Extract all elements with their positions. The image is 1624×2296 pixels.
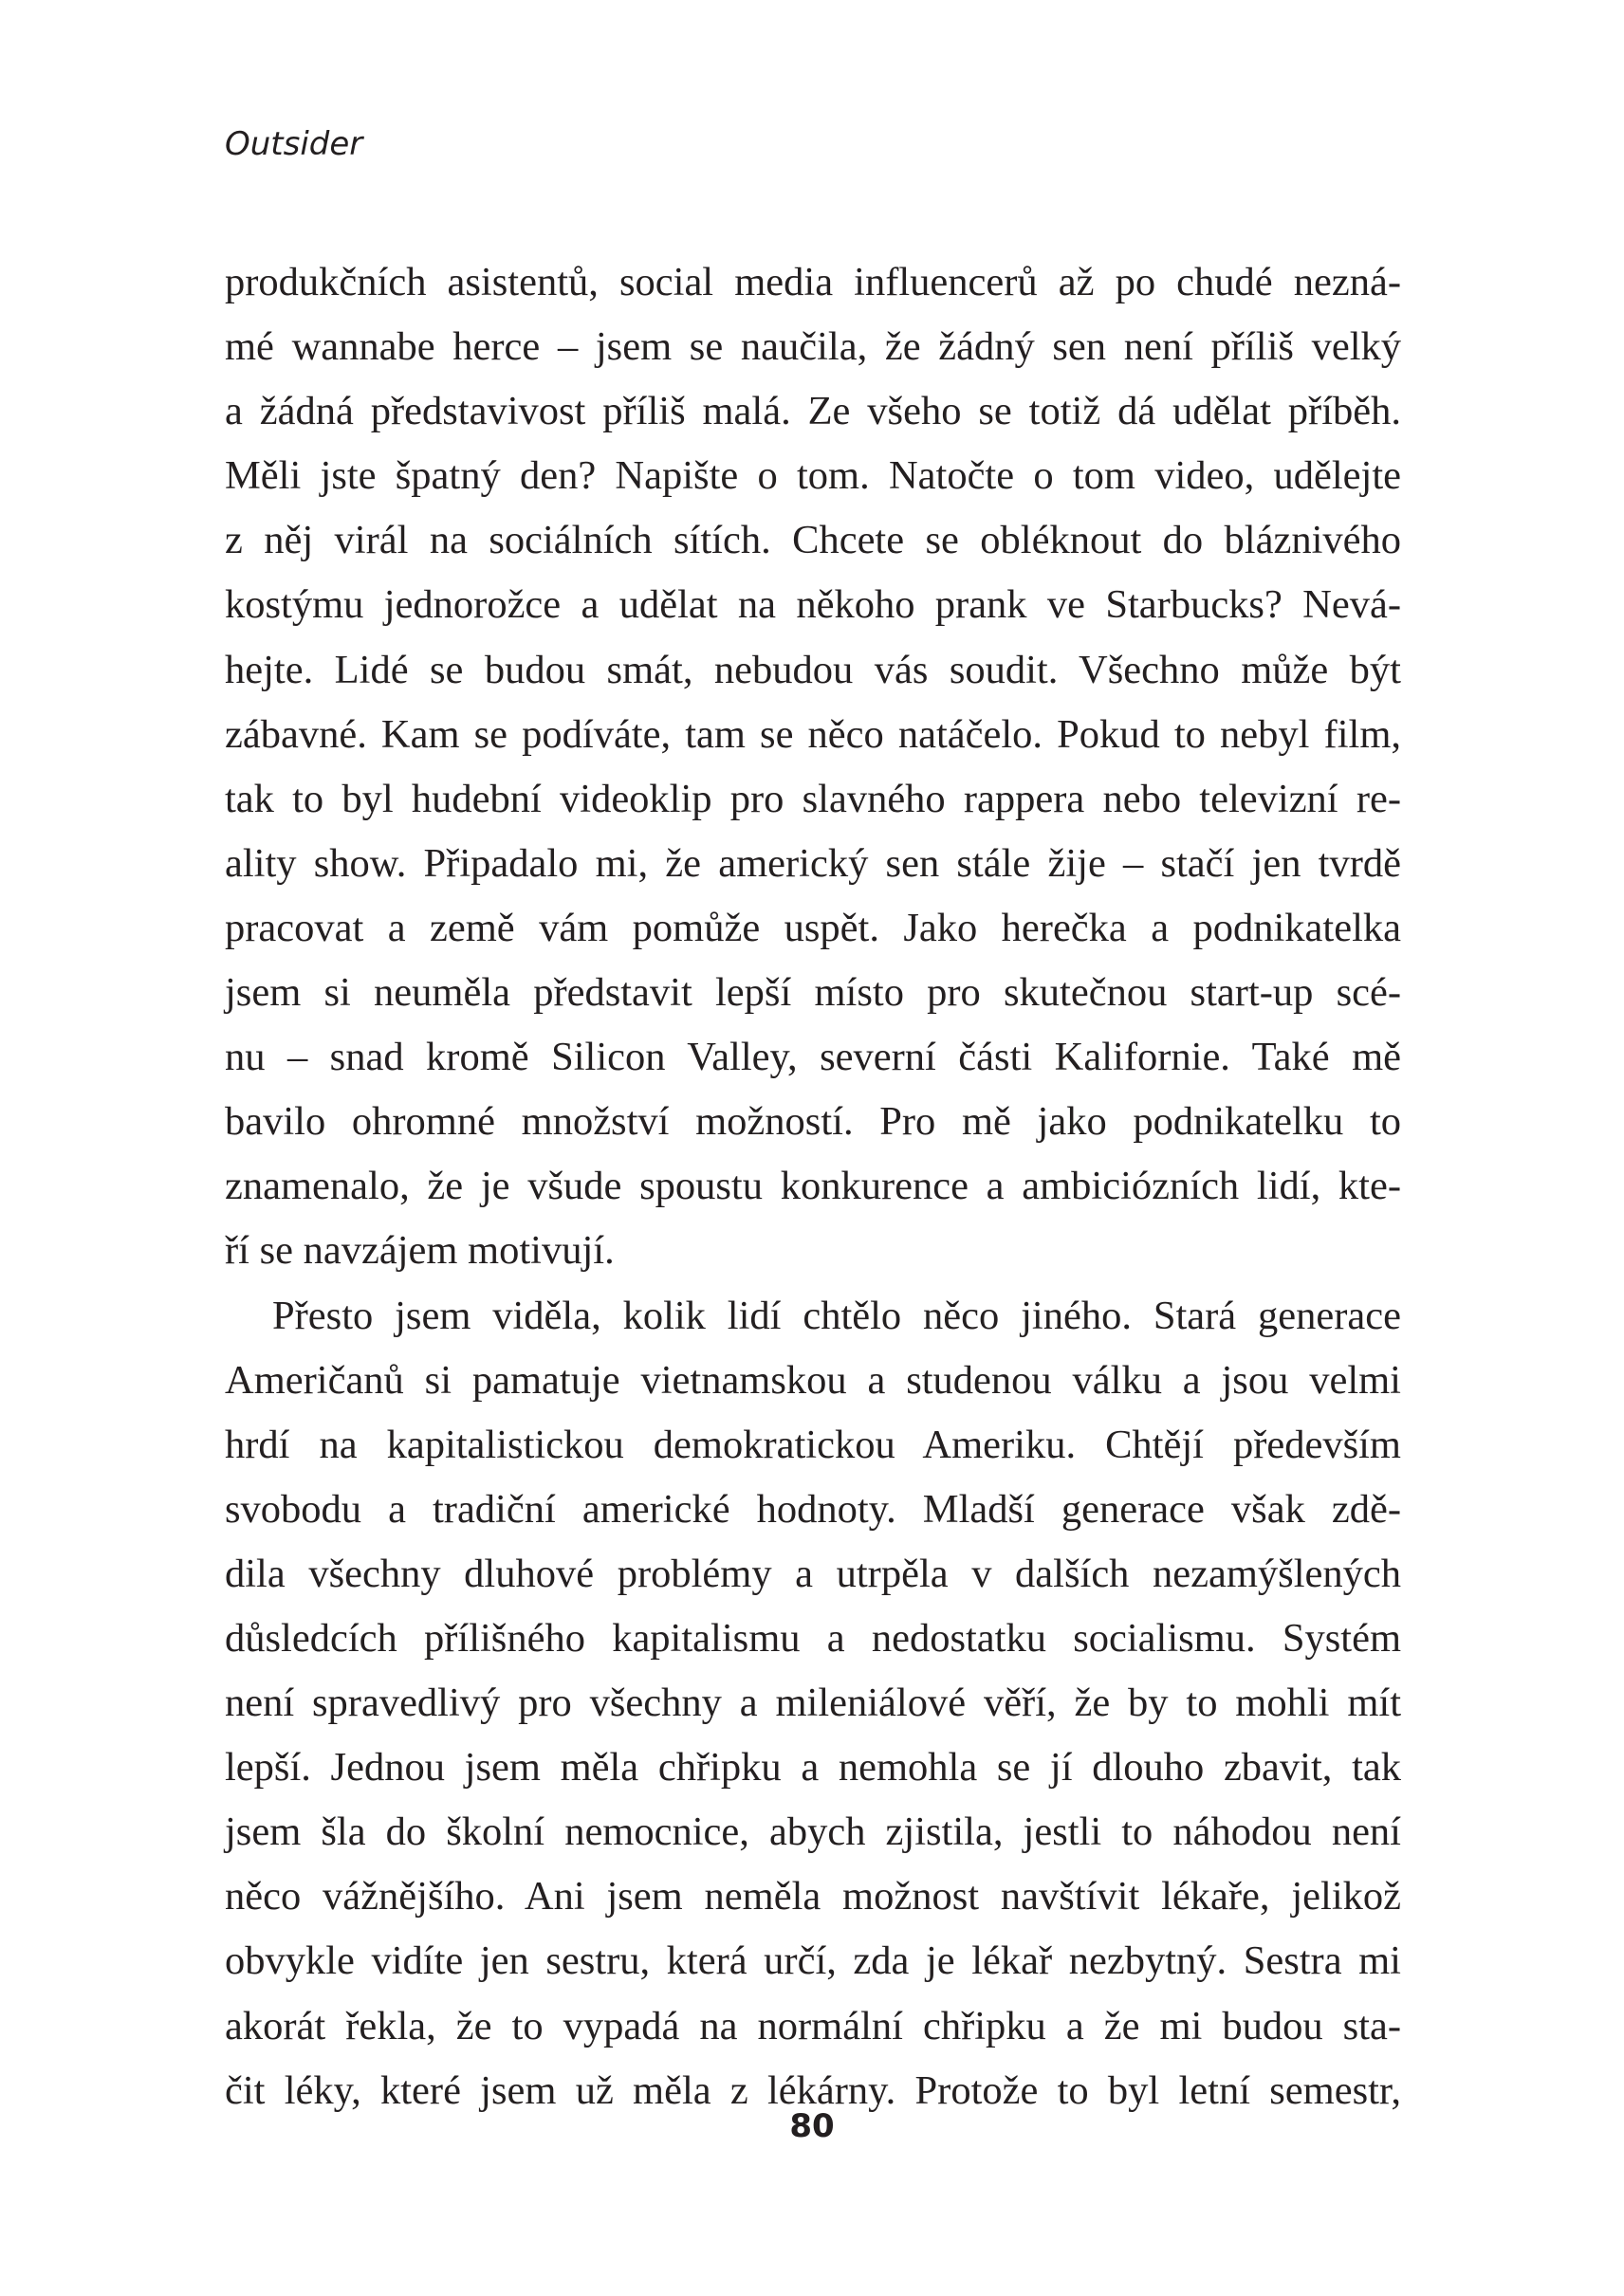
text-line: akorát řekla, že to vypadá na normální chřipku a že mi budou sta- [225,2003,1401,2048]
text-line: Američanů si pamatuje vietnamskou a studenou válku a jsou velmi [225,1357,1401,1403]
text-line: mé wannabe herce – jsem se naučila, že žádný sen není příliš velký [225,324,1401,370]
text-line: nu – snad kromě Silicon Valley, severní části Kalifornie. Také mě [225,1035,1401,1080]
text-line: Přesto jsem viděla, kolik lidí chtělo něco jiného. Stará generace [272,1293,1401,1338]
text-line: něco vážnějšího. Ani jsem neměla možnost navštívit lékaře, jelikož [225,1874,1401,1919]
text-line: hejte. Lidé se budou smát, nebudou vás soudit. Všechno může být [225,647,1401,692]
paragraph-2 [225,1284,1401,2123]
text-line: hrdí na kapitalistickou demokratickou Ameriku. Chtějí především [225,1422,1401,1467]
text-line: lepší. Jednou jsem měla chřipku a nemohla se jí dlouho zbavit, tak [225,1745,1401,1791]
text-line: znamenalo, že je všude spoustu konkurence a ambiciózních lidí, kte- [225,1164,1401,1209]
text-line: jsem si neuměla představit lepší místo pro skutečnou start-up scé- [225,970,1401,1016]
text-line: bavilo ohromné množství možností. Pro mě jako podnikatelku to [225,1099,1401,1145]
text-line: zábavné. Kam se podíváte, tam se něco natáčelo. Pokud to nebyl film, [225,711,1401,757]
running-header-title: Outsider [225,125,363,163]
paragraph-1 [225,250,1401,1284]
text-line: z něj virál na sociálních sítích. Chcete se obléknout do bláznivého [225,518,1401,563]
text-line: čit léky, které jsem už měla z lékárny. Protože to byl letní semestr, [225,2067,1401,2113]
text-line: důsledcích přílišného kapitalismu a nedostatku socialismu. Systém [225,1615,1401,1661]
text-line: není spravedlivý pro všechny a mileniálové věří, že by to mohli mít [225,1681,1401,1726]
text-line: obvykle vidíte jen sestru, která určí, zda je lékař nezbytný. Sestra mi [225,1938,1401,1984]
text-line: pracovat a země vám pomůže uspět. Jako herečka a podnikatelka [225,905,1401,950]
text-line: produkčních asistentů, social media influencerů až po chudé nezná- [225,260,1401,304]
page-number: 80 [789,2107,835,2145]
text-line: dila všechny dluhové problémy a utrpěla v dalších nezamýšlených [225,1551,1401,1596]
text-line: svobodu a tradiční americké hodnoty. Mladší generace však zdě- [225,1486,1401,1532]
text-line: jsem šla do školní nemocnice, abych zjistila, jestli to náhodou není [225,1809,1401,1855]
text-line: tak to byl hudební videoklip pro slavného rappera nebo televizní re- [225,776,1401,821]
text-line: ality show. Připadalo mi, že americký sen stále žije – stačí jen tvrdě [225,840,1401,886]
text-line: ří se navzájem motivují. [225,1228,615,1274]
text-line: Měli jste špatný den? Napište o tom. Natočte o tom video, udělejte [225,453,1401,499]
text-line: kostýmu jednorožce a udělat na někoho prank ve Starbucks? Nevá- [225,582,1401,628]
body-text [225,250,1401,2123]
text-line: a žádná představivost příliš malá. Ze všeho se totiž dá udělat příběh. [225,389,1401,434]
